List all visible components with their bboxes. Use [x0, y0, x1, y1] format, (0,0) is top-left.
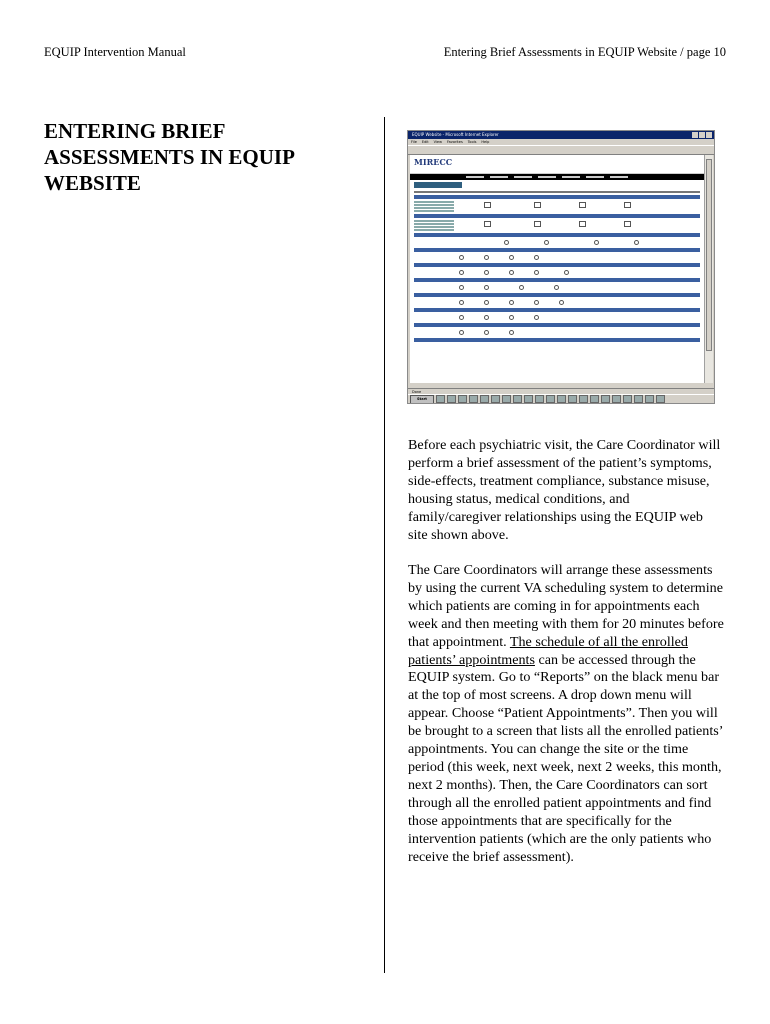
patient-info-line: [414, 191, 700, 193]
family-row: [414, 298, 700, 306]
maximize-icon: [699, 132, 705, 138]
section-header-next-visit: [414, 338, 700, 342]
browser-toolbar: [408, 145, 714, 155]
taskbar-app-icon: [491, 395, 500, 403]
taskbar-app-icon: [546, 395, 555, 403]
taskbar-app-icon: [568, 395, 577, 403]
section-header-weight: [414, 248, 700, 252]
menu-file: File: [411, 140, 417, 144]
scrollbar-thumb: [706, 159, 712, 351]
window-titlebar: [408, 131, 714, 139]
site-header: [410, 155, 704, 174]
overall-row: [414, 328, 700, 336]
menu-help: Help: [481, 140, 490, 144]
start-button: Start: [410, 395, 434, 404]
compliance-row: [414, 238, 700, 246]
taskbar-app-icon: [458, 395, 467, 403]
symptoms-block: [414, 200, 700, 212]
menu-edit: Edit: [421, 140, 429, 144]
paragraph-scheduling-intro: The Care Coordinators will arrange these assessments by using the current VA scheduling system to determine which patients are coming in for appointments each week and then meeting with them for 20 minutes before that appointment.: [408, 562, 724, 650]
weight-row: [414, 253, 700, 261]
taskbar-app-icon: [601, 395, 610, 403]
window-controls: [692, 132, 712, 138]
taskbar-app-icon: [557, 395, 566, 403]
taskbar-app-icon: [645, 395, 654, 403]
taskbar-app-icon: [590, 395, 599, 403]
window-title: EQUIP Website - Microsoft Internet Explorer: [412, 132, 499, 137]
web-page-area: [410, 155, 704, 383]
section-header-medical: [414, 308, 700, 312]
section-header-side-effects: [414, 214, 700, 218]
section-tab: [414, 182, 462, 188]
taskbar-app-icon: [623, 395, 632, 403]
close-icon: [706, 132, 712, 138]
paragraph-scheduling-rest: can be accessed through the EQUIP system. Go to “Reports” on the black menu bar at the top of most screens. A drop down menu will appear. Choose “Patient Appointments”. Then you will be brought to a screen that lists all the enrolled patients’ appointments. You can change the site or the time period (this week, next week, next 2 weeks, this month, next 2 months). Then, the Care Coordinators can sort through all the enrolled patient appointments and find those appointments that are specifically for the intervention patients (which are the only patients who receive the brief assessment).: [408, 651, 723, 865]
taskbar-app-icon: [502, 395, 511, 403]
menu-favorites: Favorites: [446, 140, 463, 144]
black-menu-bar: [410, 174, 704, 180]
medical-row: [414, 313, 700, 321]
column-divider: [384, 117, 385, 973]
taskbar-app-icon: [535, 395, 544, 403]
page-title: ENTERING BRIEF ASSESSMENTS IN EQUIP WEBSITE: [44, 119, 294, 195]
housing-row: [414, 283, 700, 291]
menu-tools: Tools: [467, 140, 477, 144]
taskbar-app-icon: [513, 395, 522, 403]
section-header-housing: [414, 278, 700, 282]
section-header-substance: [414, 263, 700, 267]
taskbar-app-icon: [612, 395, 621, 403]
substance-row: [414, 268, 700, 276]
scrollbar: [704, 155, 713, 383]
minimize-icon: [692, 132, 698, 138]
paragraph-brief-assessment: Before each psychiatric visit, the Care Coordinator will perform a brief assessment of the patient’s symptoms, side-effects, treatment compliance, substance misuse, housing status, medical conditions, and family/caregiver relationships using the EQUIP web site shown above.: [408, 437, 721, 543]
taskbar-app-icon: [656, 395, 665, 403]
section-header-symptoms: [414, 195, 700, 199]
status-text: Done: [412, 390, 422, 394]
paragraph-scheduling: [408, 562, 726, 866]
section-header-family: [414, 293, 700, 297]
taskbar-app-icon: [524, 395, 533, 403]
header-manual-title: EQUIP Intervention Manual: [44, 45, 186, 59]
taskbar-app-icon: [480, 395, 489, 403]
taskbar-app-icon: [634, 395, 643, 403]
equip-website-screenshot: [407, 130, 715, 404]
taskbar-app-icon: [579, 395, 588, 403]
section-header-compliance: [414, 233, 700, 237]
site-logo: MIRECC: [414, 157, 453, 167]
taskbar-app-icon: [436, 395, 445, 403]
side-effects-block: [414, 219, 700, 231]
section-header-overall: [414, 323, 700, 327]
schedule-underlined-text: The schedule of all the enrolled patients’ appointments: [408, 633, 688, 668]
taskbar: [408, 394, 714, 403]
taskbar-app-icon: [447, 395, 456, 403]
header-page-info: Entering Brief Assessments in EQUIP Website / page 10: [443, 45, 726, 59]
taskbar-app-icon: [469, 395, 478, 403]
menu-view: View: [433, 140, 442, 144]
